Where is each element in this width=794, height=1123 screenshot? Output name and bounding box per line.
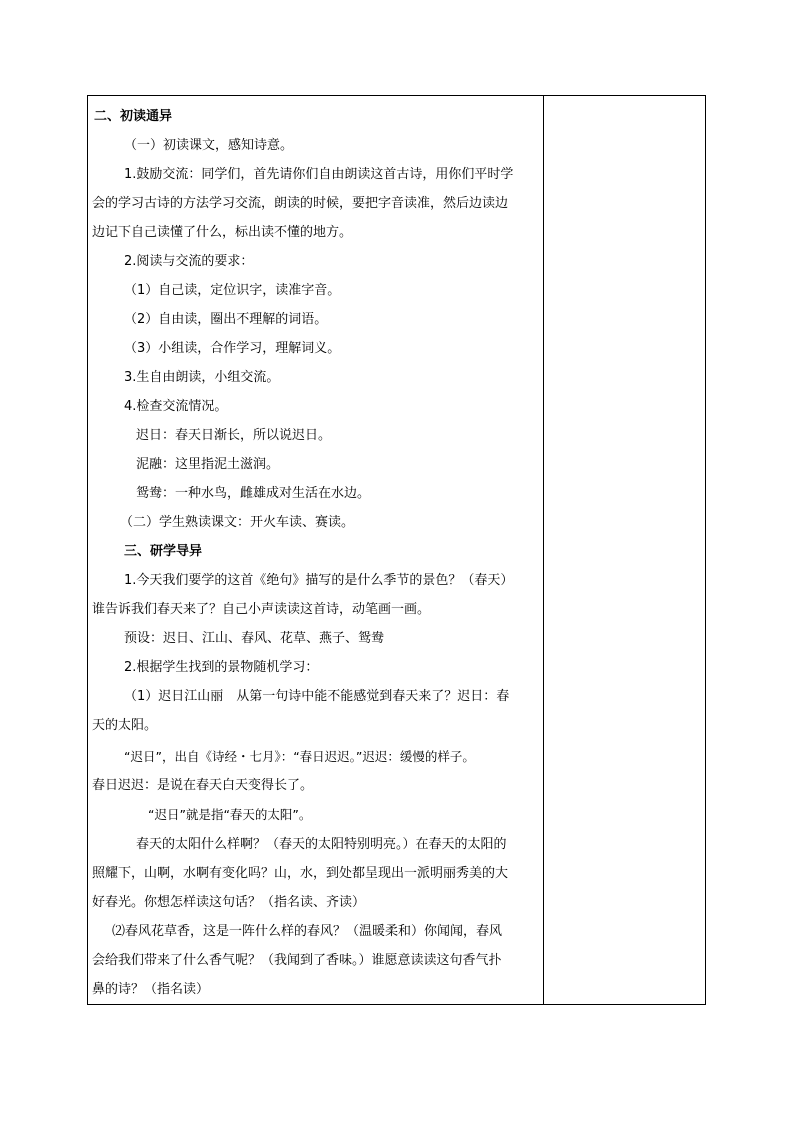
paragraph-line: “迟日”，出自《诗经・七月》：“春日迟迟。”迟迟：缓慢的样子。 [124,749,475,764]
paragraph-line: 照耀下，山啊，水啊有变化吗？山，水，到处都呈现出一派明丽秀美的大 [92,866,509,881]
list-heading: 2.根据学生找到的景物随机学习： [124,660,319,675]
list-heading: 3.生自由朗读，小组交流。 [124,370,280,385]
paragraph-line: 预设：迟日、江山、春风、花草、燕子、鸳鸯 [124,631,385,646]
paragraph-line: 边记下自己读懂了什么，标出读不懂的地方。 [92,225,353,240]
list-heading: 4.检查交流情况。 [124,399,228,414]
vocabulary-item: 迟日：春天日渐长，所以说迟日。 [136,428,332,443]
paragraph-line: 好春光。你想怎样读这句话？（指名读、齐读） [92,895,366,910]
list-item: （2）自由读，圈出不理解的词语。 [124,312,328,327]
paragraph-line: 谁告诉我们春天来了？自己小声读读这首诗，动笔画一画。 [92,602,431,617]
list-item: （1）自己读，定位识字，读准字音。 [124,283,341,298]
lesson-table [87,95,706,1005]
paragraph-line: 天的太阳。 [92,718,158,733]
section-heading-study: 三、研学导异 [124,544,203,559]
paragraph-line: 春天的太阳什么样啊？（春天的太阳特别明亮。）在春天的太阳的 [136,837,507,852]
paragraph-line: 会给我们带来了什么香气呢？（我闻到了香味。）谁愿意读读这句香气扑 [92,953,502,968]
subsection-heading: （一）初读课文，感知诗意。 [124,138,294,153]
paragraph-line: ⑵春风花草香，这是一阵什么样的春风？（温暖柔和）你闻闻，春风 [112,924,503,939]
paragraph-line: 春日迟迟：是说在春天白天变得长了。 [92,778,314,793]
vocabulary-item: 泥融：这里指泥土滋润。 [136,457,280,472]
lesson-content-cell [88,96,543,1004]
list-heading: 2.阅读与交流的要求： [124,254,254,269]
paragraph-line: 鼻的诗？（指名读） [92,982,210,997]
subsection-heading: （二）学生熟读课文：开火车读、赛读。 [120,515,355,530]
vocabulary-item: 鸳鸯：一种水鸟，雌雄成对生活在水边。 [136,486,371,501]
paragraph-line: 1.今天我们要学的这首《绝句》描写的是什么季节的景色？（春天） [124,573,514,588]
paragraph-line: （1）迟日江山丽 从第一句诗中能不能感觉到春天来了？迟日：春 [124,689,510,704]
paragraph-line: “迟日”就是指“春天的太阳”。 [148,807,312,822]
paragraph-line: 会的学习古诗的方法学习交流，朗读的时候，要把字音读准，然后边读边 [92,196,509,211]
notes-cell [544,96,705,1004]
list-item: （3）小组读，合作学习，理解词义。 [124,341,341,356]
paragraph-line: 1.鼓励交流：同学们，首先请你们自由朗读这首古诗，用你们平时学 [124,167,514,182]
section-heading-first-reading: 二、初读通异 [94,109,173,124]
